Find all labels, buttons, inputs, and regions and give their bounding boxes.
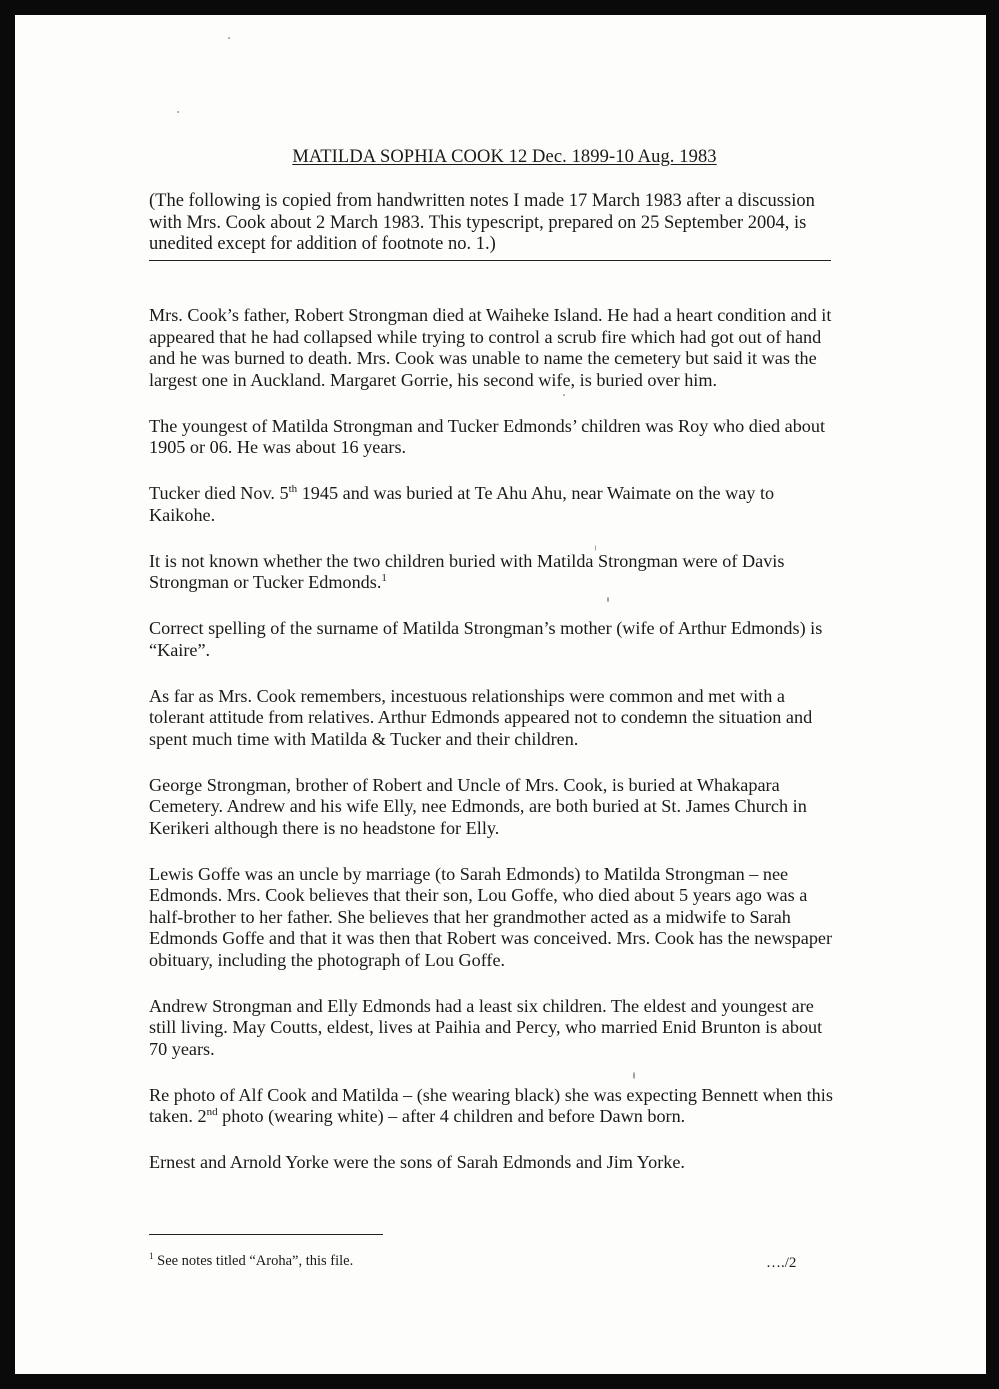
paragraph-11: Ernest and Arnold Yorke were the sons of Sarah Edmonds and Jim Yorke. [149, 1152, 685, 1172]
paragraph-10: Re photo of Alf Cook and Matilda – (she wearing black) she was expecting Bennett when this taken. 2nd photo (wearing white) – after 4 children and before Dawn born. [149, 1084, 833, 1126]
scan-speck [177, 111, 179, 113]
footnote-ref: 1 [381, 572, 387, 584]
scan-speck [595, 545, 596, 551]
intro-divider [149, 260, 831, 261]
scan-speck [228, 37, 230, 39]
document-page [15, 15, 986, 1374]
page-title: MATILDA SOPHIA COOK 12 Dec. 1899-10 Aug. 1983 [292, 147, 717, 167]
paragraph-8: Lewis Goffe was an uncle by marriage (to Sarah Edmonds) to Matilda Strongman – nee Edmonds. Mrs. Cook believes that their son, Lou Goffe, who died about 5 years ago was a half-brother to her father. She believes that her grandmother acted as a midwife to Sarah Edmonds Goffe and that it was then that Robert was conceived. Mrs. Cook has the newspaper obituary, including the photograph of Lou Goffe. [149, 863, 833, 970]
scan-speck [633, 1072, 635, 1079]
footnote: $^1$ See notes titled “Aroha”, this file. [149, 1251, 354, 1269]
paragraph-7: George Strongman, brother of Robert and Uncle of Mrs. Cook, is buried at Whakapara Cemetery. Andrew and his wife Elly, nee Edmonds, are both buried at St. James Church in Kerikeri although there is no headstone for Elly. [149, 774, 807, 838]
paragraph-6: As far as Mrs. Cook remembers, incestuous relationships were common and met with a tolerant attitude from relatives. Arthur Edmonds appeared not to condemn the situation and spent much time with Matilda & Tucker and their children. [149, 685, 813, 749]
paragraph-5: Correct spelling of the surname of Matilda Strongman’s mother (wife of Arthur Edmonds) is “Kaire”. [149, 618, 823, 660]
paragraph-1: Mrs. Cook’s father, Robert Strongman died at Waiheke Island. He had a heart condition and it appeared that he had collapsed while trying to control a scrub fire which had got out of hand and he was burned to death. Mrs. Cook was unable to name the cemetery but said it was the largest one in Auckland. Margaret Gorrie, his second wife, is buried over him. [149, 305, 832, 390]
paragraph-2: The youngest of Matilda Strongman and Tucker Edmonds’ children was Roy who died about 1905 or 06. He was about 16 years. [149, 415, 826, 457]
footnote-divider [149, 1234, 383, 1235]
paragraph-3: Tucker died Nov. 5th 1945 and was buried at Te Ahu Ahu, near Waimate on the way to Kaikohe. [149, 483, 775, 525]
scan-speck [607, 597, 609, 602]
intro-note: (The following is copied from handwritten notes I made 17 March 1983 after a discussion with Mrs. Cook about 2 March 1983. This typescript, prepared on 25 September 2004, is unedited except for addition of footnote no. 1.) [149, 191, 815, 254]
paragraph-4: It is not known whether the two children buried with Matilda Strongman were of Davis Strongman or Tucker Edmonds.$^1$ [149, 550, 785, 592]
scan-speck [563, 394, 565, 396]
paragraph-9: Andrew Strongman and Elly Edmonds had a least six children. The eldest and youngest are still living. May Coutts, eldest, lives at Paihia and Percy, who married Enid Brunton is about 70 years. [149, 995, 823, 1059]
body-text [149, 305, 839, 1198]
page-marker: …./2 [766, 1255, 797, 1271]
